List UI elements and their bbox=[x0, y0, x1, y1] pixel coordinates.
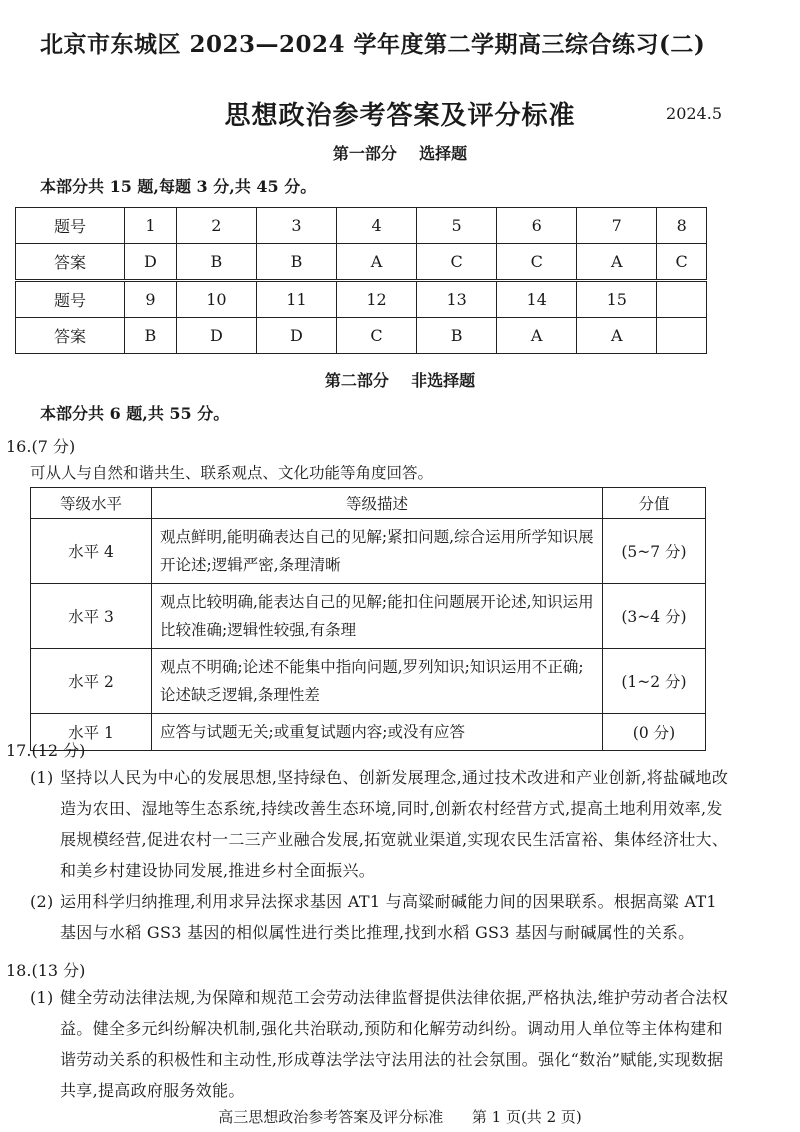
table-row bbox=[16, 208, 707, 244]
table-row bbox=[31, 649, 706, 714]
table-cell: A bbox=[497, 318, 577, 354]
level-cell: 水平 2 bbox=[31, 649, 152, 714]
description-cell: 观点鲜明,能明确表达自己的见解;紧扣问题,综合运用所学知识展开论述;逻辑严密,条理清晰 bbox=[152, 519, 603, 584]
table-cell: A bbox=[577, 244, 657, 281]
question-18-title: 18.(13 分) bbox=[6, 961, 86, 980]
table-cell: 15 bbox=[577, 281, 657, 318]
table-cell: 5 bbox=[417, 208, 497, 244]
scoring-rubric-table bbox=[30, 487, 706, 751]
table-row bbox=[31, 519, 706, 584]
score-cell: (1~2 分) bbox=[603, 649, 706, 714]
score-cell: (5~7 分) bbox=[603, 519, 706, 584]
table-cell: 8 bbox=[657, 208, 707, 244]
table-header-row bbox=[31, 488, 706, 519]
table-cell: 11 bbox=[256, 281, 336, 318]
table-cell: 12 bbox=[337, 281, 417, 318]
answer-text: 坚持以人民为中心的发展思想,坚持绿色、创新发展理念,通过技术改进和产业创新,将盐碱地改造为农田、湿地等生态系统,持续改善生态环境,同时,创新农村经营方式,提高土地利用效率,发展规模经营,促进农村一二三产业融合发展,拓宽就业渠道,实现农民生活富裕、集体经济壮大、和美乡村建设协同发展,推进乡村全面振兴。 bbox=[60, 768, 729, 880]
part-number: (1) bbox=[30, 988, 54, 1007]
question-17-title: 17.(12 分) bbox=[6, 741, 86, 760]
description-cell: 应答与试题无关;或重复试题内容;或没有应答 bbox=[152, 714, 603, 751]
question-16-hint: 可从人与自然和谐共生、联系观点、文化功能等角度回答。 bbox=[30, 464, 434, 482]
document-title: 北京市东城区 2023—2024 学年度第二学期高三综合练习(二) bbox=[40, 31, 706, 58]
part2-intro: 本部分共 6 题,共 55 分。 bbox=[40, 404, 230, 423]
level-cell: 水平 4 bbox=[31, 519, 152, 584]
part-number: (2) bbox=[30, 892, 54, 911]
row-label: 题号 bbox=[16, 208, 125, 244]
level-cell: 水平 3 bbox=[31, 584, 152, 649]
table-cell: 7 bbox=[577, 208, 657, 244]
table-row bbox=[31, 584, 706, 649]
question-18-part1 bbox=[30, 982, 730, 1106]
table-cell: 9 bbox=[125, 281, 177, 318]
table-cell: A bbox=[337, 244, 417, 281]
part-number: (1) bbox=[30, 768, 54, 787]
table-cell: 3 bbox=[256, 208, 336, 244]
part2-heading: 第二部分 非选择题 bbox=[324, 371, 476, 390]
table-cell: 13 bbox=[417, 281, 497, 318]
score-cell: (3~4 分) bbox=[603, 584, 706, 649]
table-cell: A bbox=[577, 318, 657, 354]
table-cell: 6 bbox=[497, 208, 577, 244]
table-cell: D bbox=[176, 318, 256, 354]
table-row bbox=[16, 318, 707, 354]
column-header: 等级描述 bbox=[152, 488, 603, 519]
description-cell: 观点不明确;论述不能集中指向问题,罗列知识;知识运用不正确;论述缺乏逻辑,条理性差 bbox=[152, 649, 603, 714]
table-row bbox=[16, 281, 707, 318]
question-17-part2 bbox=[30, 886, 730, 948]
table-cell: D bbox=[256, 318, 336, 354]
footer-title: 高三思想政治参考答案及评分标准 bbox=[218, 1108, 444, 1126]
table-cell: C bbox=[657, 244, 707, 281]
table-cell: 10 bbox=[176, 281, 256, 318]
table-cell: C bbox=[417, 244, 497, 281]
table-cell: B bbox=[125, 318, 177, 354]
table-cell bbox=[657, 281, 707, 318]
table-cell: 4 bbox=[337, 208, 417, 244]
answer-text: 健全劳动法律法规,为保障和规范工会劳动法律监督提供法律依据,严格执法,维护劳动者合法权益。健全多元纠纷解决机制,强化共治联动,预防和化解劳动纠纷。调动用人单位等主体构建和谐劳动关系的积极性和主动性,形成尊法学法守法用法的社会氛围。强化“数治”赋能,实现数据共享,提高政府服务效能。 bbox=[60, 988, 729, 1100]
table-cell: B bbox=[256, 244, 336, 281]
table-cell: C bbox=[337, 318, 417, 354]
table-cell: 2 bbox=[176, 208, 256, 244]
question-17-part1 bbox=[30, 762, 730, 886]
document-date: 2024.5 bbox=[666, 104, 722, 123]
row-label: 答案 bbox=[16, 244, 125, 281]
page-number: 第 1 页(共 2 页) bbox=[471, 1108, 582, 1126]
answer-text: 运用科学归纳推理,利用求异法探求基因 AT1 与高粱耐碱能力间的因果联系。根据高粱 AT1 基因与水稻 GS3 基因的相似属性进行类比推理,找到水稻 GS3 基因与耐碱属性的关系。 bbox=[60, 892, 717, 942]
column-header: 分值 bbox=[603, 488, 706, 519]
level-cell: 水平 1 bbox=[31, 714, 152, 751]
column-header: 等级水平 bbox=[31, 488, 152, 519]
description-cell: 观点比较明确,能表达自己的见解;能扣住问题展开论述,知识运用比较准确;逻辑性较强,有条理 bbox=[152, 584, 603, 649]
table-cell: C bbox=[497, 244, 577, 281]
table-cell: 1 bbox=[125, 208, 177, 244]
score-cell: (0 分) bbox=[603, 714, 706, 751]
table-row bbox=[16, 244, 707, 281]
page-footer bbox=[0, 1106, 800, 1127]
table-cell bbox=[657, 318, 707, 354]
part1-intro: 本部分共 15 题,每题 3 分,共 45 分。 bbox=[40, 177, 317, 196]
table-cell: D bbox=[125, 244, 177, 281]
table-row bbox=[31, 714, 706, 751]
question-16-title: 16.(7 分) bbox=[6, 437, 76, 456]
table-cell: 14 bbox=[497, 281, 577, 318]
document-subtitle: 思想政治参考答案及评分标准 bbox=[224, 101, 576, 131]
choice-answer-table bbox=[15, 207, 707, 354]
table-cell: B bbox=[417, 318, 497, 354]
row-label: 答案 bbox=[16, 318, 125, 354]
row-label: 题号 bbox=[16, 281, 125, 318]
part1-heading: 第一部分 选择题 bbox=[332, 144, 468, 163]
table-cell: B bbox=[176, 244, 256, 281]
